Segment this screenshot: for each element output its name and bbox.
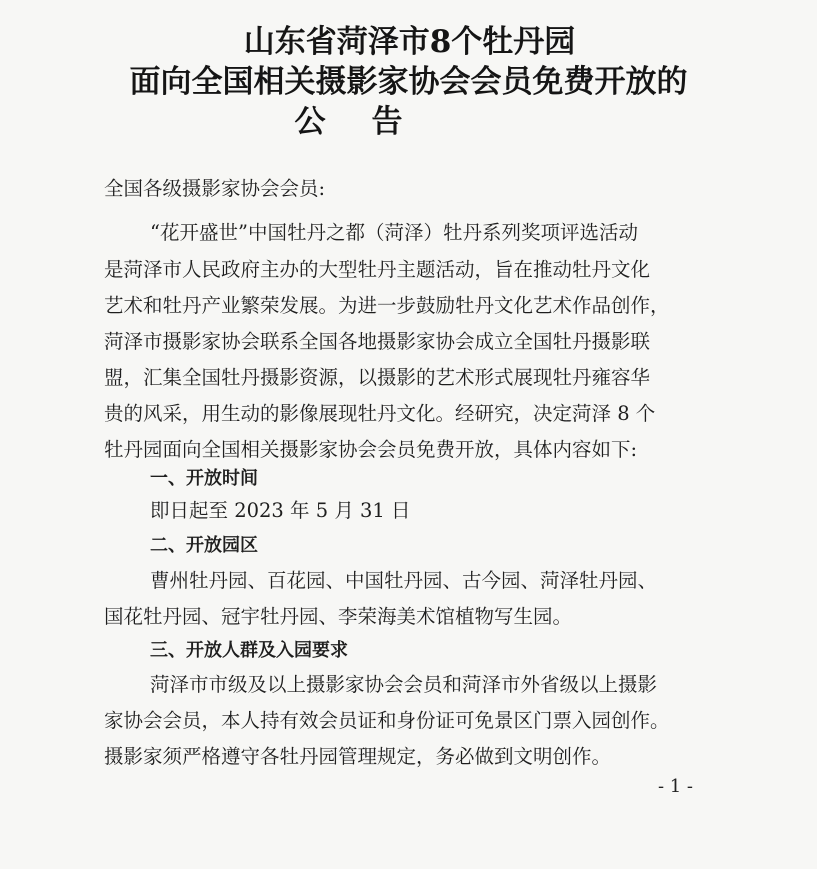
section-line: 菏泽市市级及以上摄影家协会会员和菏泽市外省级以上摄影 xyxy=(150,673,658,696)
section-line: 曹州牡丹园、百花园、中国牡丹园、古今园、菏泽牡丹园、 xyxy=(150,569,658,592)
section-line: 家协会会员，本人持有效会员证和身份证可免景区门票入园创作。 xyxy=(104,709,670,732)
document-title xyxy=(0,22,817,142)
intro-line: 是菏泽市人民政府主办的大型牡丹主题活动，旨在推动牡丹文化 xyxy=(104,258,651,281)
intro-line: 艺术和牡丹产业繁荣发展。为进一步鼓励牡丹文化艺术作品创作， xyxy=(104,294,670,317)
intro-line: 盟，汇集全国牡丹摄影资源，以摄影的艺术形式展现牡丹雍容华 xyxy=(104,366,651,389)
page-number: - 1 - xyxy=(657,776,693,797)
intro-line: 贵的风采，用生动的影像展现牡丹文化。经研究，决定菏泽 8 个 xyxy=(104,402,656,425)
section-heading-open-time: 一、开放时间 xyxy=(150,468,258,489)
salutation: 全国各级摄影家协会会员: xyxy=(104,177,326,200)
intro-line: 菏泽市摄影家协会联系全国各地摄影家协会成立全国牡丹摄影联 xyxy=(104,330,651,353)
section-line: 摄影家须严格遵守各牡丹园管理规定，务必做到文明创作。 xyxy=(104,745,612,768)
section-heading-open-parks: 二、开放园区 xyxy=(150,535,258,556)
title-line-3: 公告 xyxy=(294,104,449,140)
title-line-2: 面向全国相关摄影家协会会员免费开放的 xyxy=(129,64,688,100)
intro-line: “花开盛世”中国牡丹之都（菏泽）牡丹系列奖项评选活动 xyxy=(150,221,638,244)
section-line: 即日起至 2023 年 5 月 31 日 xyxy=(150,499,411,522)
title-line-1: 山东省菏泽市8个牡丹园 xyxy=(243,24,576,60)
section-line: 国花牡丹园、冠宇牡丹园、李荣海美术馆植物写生园。 xyxy=(104,605,573,628)
intro-line: 牡丹园面向全国相关摄影家协会会员免费开放，具体内容如下: xyxy=(104,438,638,461)
section-heading-visitor-requirements: 三、开放人群及入园要求 xyxy=(150,640,348,661)
